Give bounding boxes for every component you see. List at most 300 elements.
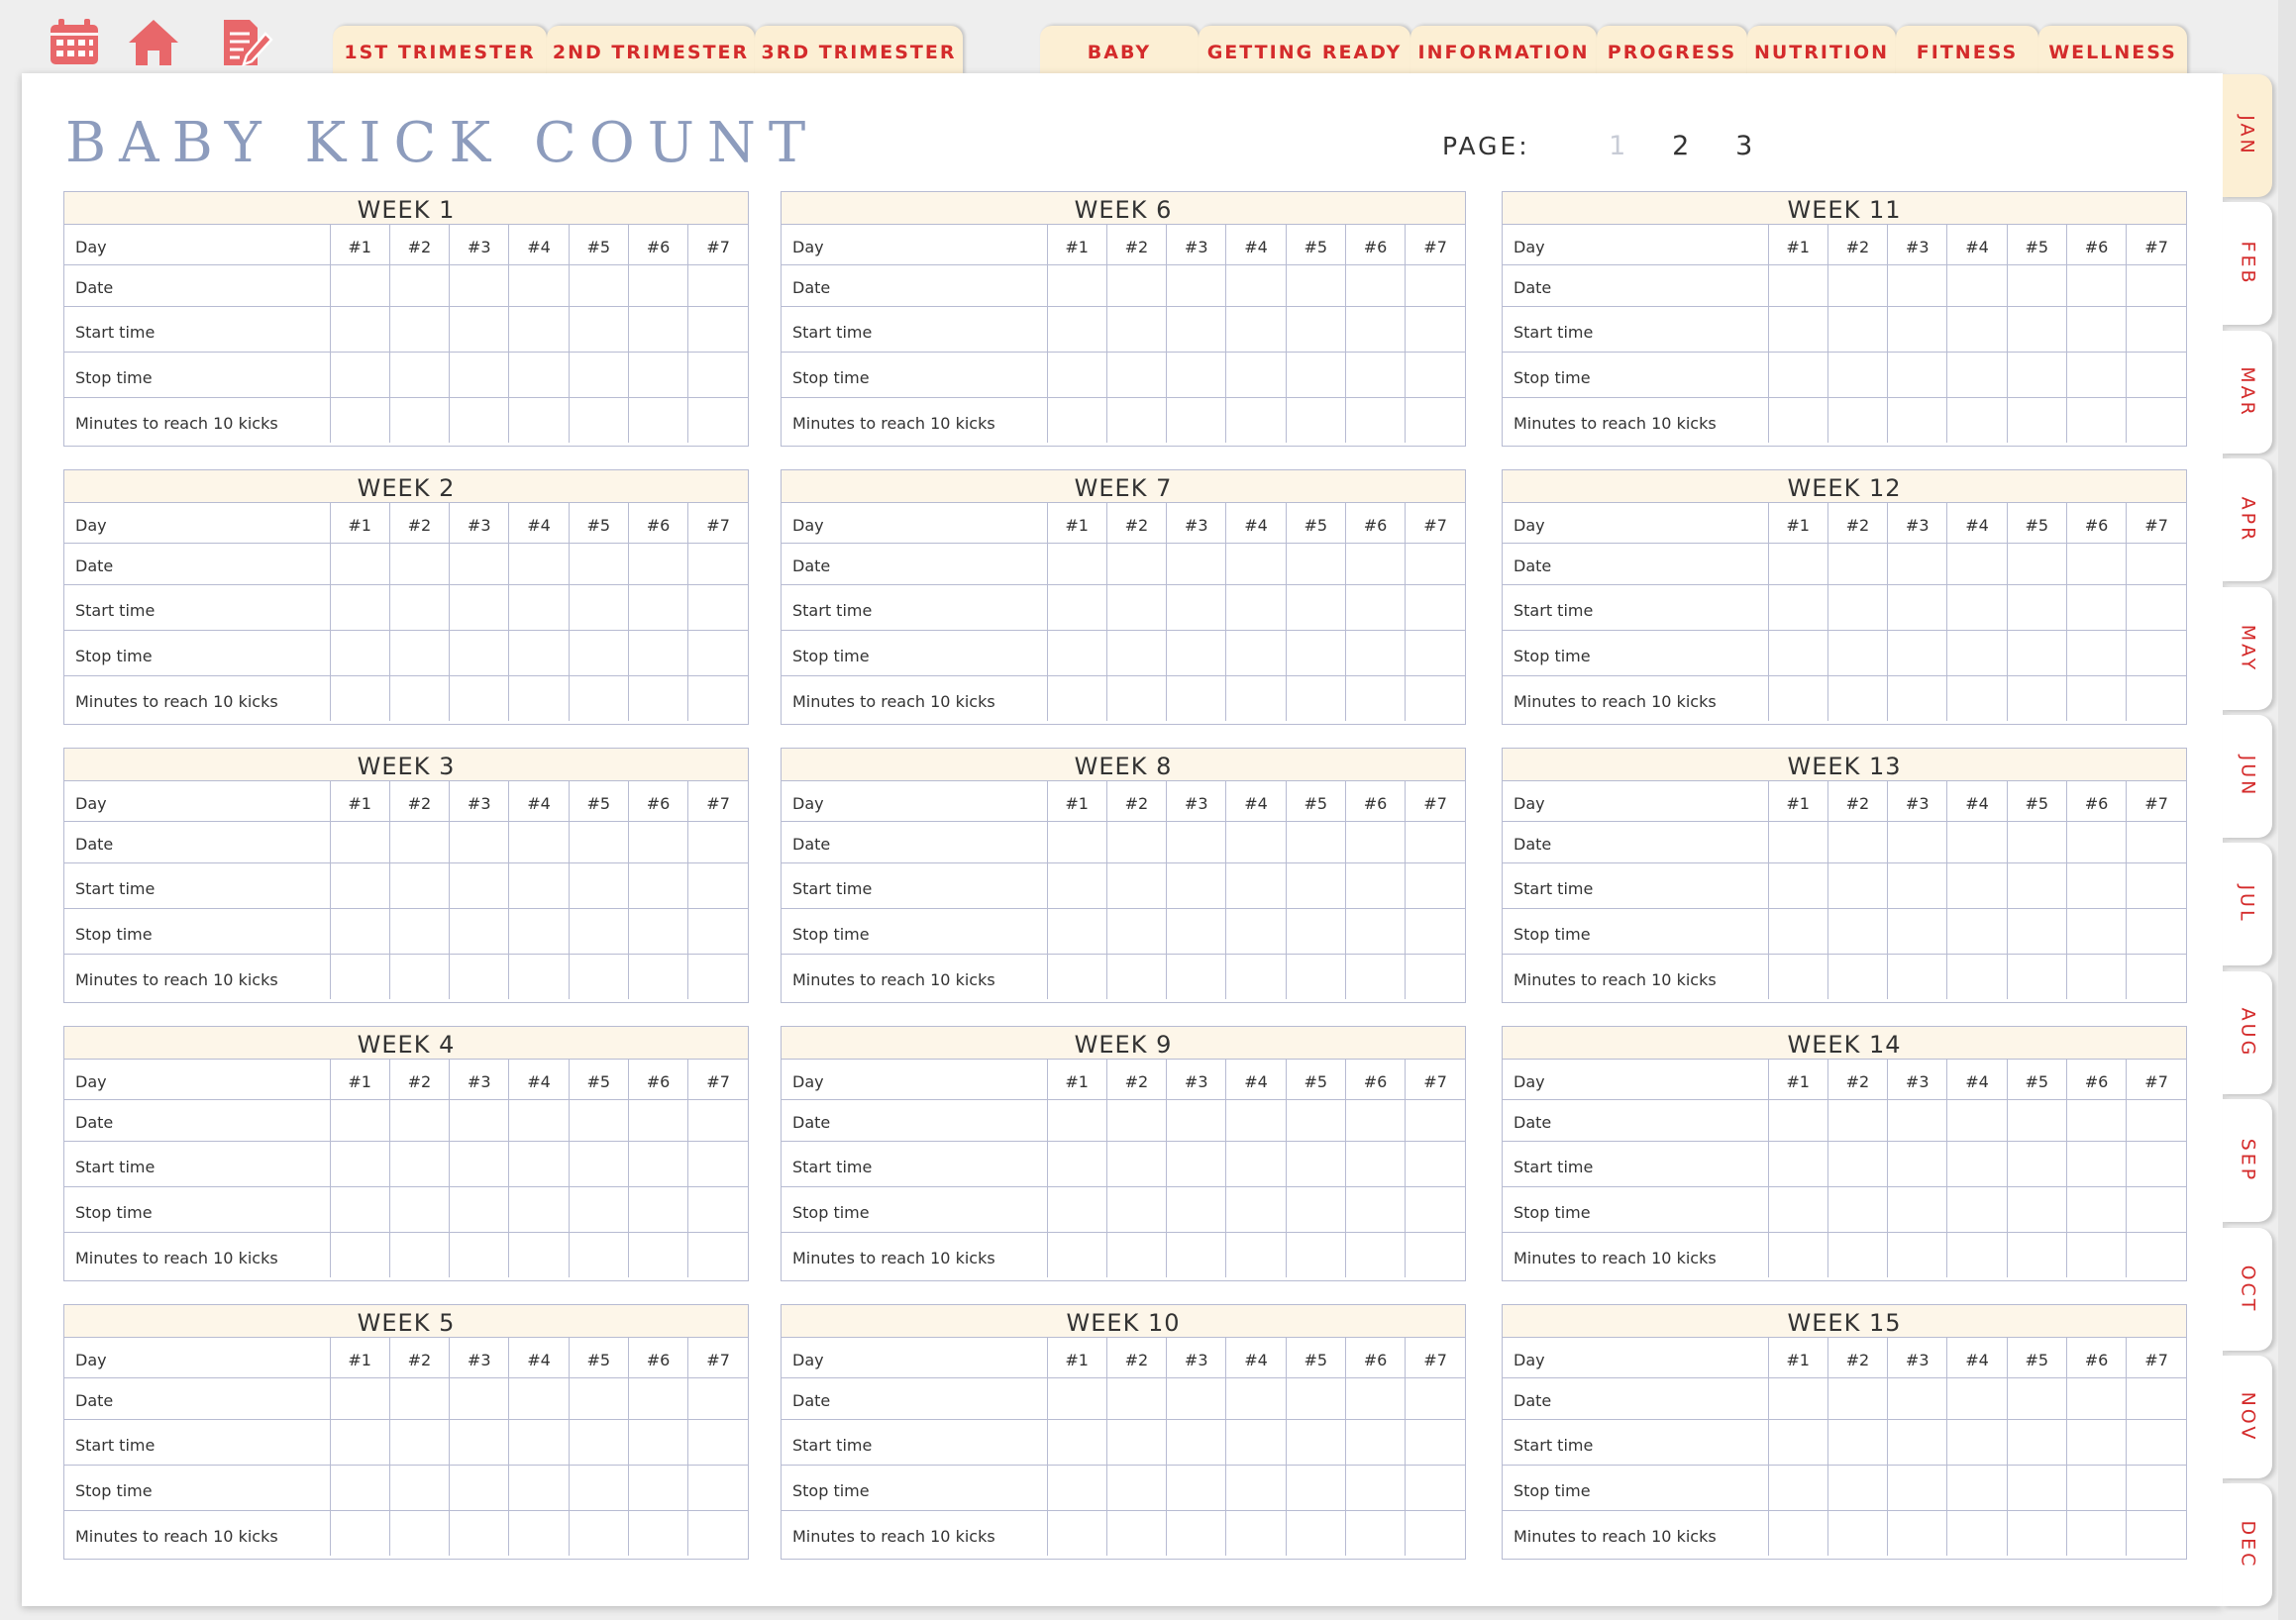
entry-cell[interactable] [569, 954, 628, 999]
entry-cell[interactable] [1768, 1141, 1827, 1186]
entry-cell[interactable] [628, 821, 687, 862]
entry-cell[interactable] [1888, 1465, 1947, 1510]
entry-cell[interactable] [1345, 821, 1405, 862]
entry-cell[interactable] [2066, 397, 2126, 443]
entry-cell[interactable] [509, 1232, 569, 1277]
entry-cell[interactable] [1286, 954, 1345, 999]
entry-cell[interactable] [1345, 1377, 1405, 1419]
entry-cell[interactable] [1226, 1232, 1286, 1277]
entry-cell[interactable] [2007, 1465, 2066, 1510]
entry-cell[interactable] [1827, 862, 1887, 908]
entry-cell[interactable] [509, 264, 569, 306]
entry-cell[interactable] [1286, 1099, 1345, 1141]
entry-cell[interactable] [330, 675, 389, 721]
entry-cell[interactable] [569, 1419, 628, 1465]
entry-cell[interactable] [1827, 1419, 1887, 1465]
entry-cell[interactable] [1406, 1099, 1465, 1141]
entry-cell[interactable] [2007, 306, 2066, 352]
entry-cell[interactable] [688, 1232, 748, 1277]
entry-cell[interactable] [569, 264, 628, 306]
entry-cell[interactable] [1827, 630, 1887, 675]
entry-cell[interactable] [330, 1099, 389, 1141]
entry-cell[interactable] [1768, 1099, 1827, 1141]
entry-cell[interactable] [2066, 1419, 2126, 1465]
entry-cell[interactable] [389, 1419, 449, 1465]
entry-cell[interactable] [450, 954, 509, 999]
entry-cell[interactable] [1106, 584, 1166, 630]
entry-cell[interactable] [330, 1186, 389, 1232]
entry-cell[interactable] [569, 1232, 628, 1277]
entry-cell[interactable] [1106, 543, 1166, 584]
entry-cell[interactable] [1888, 821, 1947, 862]
entry-cell[interactable] [1888, 908, 1947, 954]
entry-cell[interactable] [628, 1419, 687, 1465]
entry-cell[interactable] [569, 821, 628, 862]
entry-cell[interactable] [2066, 1377, 2126, 1419]
entry-cell[interactable] [688, 908, 748, 954]
entry-cell[interactable] [1286, 908, 1345, 954]
entry-cell[interactable] [1226, 352, 1286, 397]
entry-cell[interactable] [1167, 1419, 1226, 1465]
entry-cell[interactable] [1827, 675, 1887, 721]
entry-cell[interactable] [330, 908, 389, 954]
entry-cell[interactable] [2066, 1510, 2126, 1556]
entry-cell[interactable] [1106, 1465, 1166, 1510]
entry-cell[interactable] [1888, 1099, 1947, 1141]
entry-cell[interactable] [1106, 1510, 1166, 1556]
entry-cell[interactable] [2127, 630, 2186, 675]
notes-icon[interactable] [220, 18, 273, 67]
entry-cell[interactable] [2127, 264, 2186, 306]
entry-cell[interactable] [569, 1186, 628, 1232]
entry-cell[interactable] [1106, 862, 1166, 908]
entry-cell[interactable] [688, 630, 748, 675]
entry-cell[interactable] [2007, 1232, 2066, 1277]
entry-cell[interactable] [389, 1377, 449, 1419]
entry-cell[interactable] [1947, 584, 2007, 630]
entry-cell[interactable] [1827, 1099, 1887, 1141]
entry-cell[interactable] [1047, 630, 1106, 675]
entry-cell[interactable] [1947, 908, 2007, 954]
entry-cell[interactable] [1406, 352, 1465, 397]
entry-cell[interactable] [1406, 821, 1465, 862]
entry-cell[interactable] [1888, 1186, 1947, 1232]
entry-cell[interactable] [1406, 862, 1465, 908]
entry-cell[interactable] [2066, 584, 2126, 630]
entry-cell[interactable] [1047, 1510, 1106, 1556]
entry-cell[interactable] [1947, 1141, 2007, 1186]
entry-cell[interactable] [450, 862, 509, 908]
entry-cell[interactable] [688, 397, 748, 443]
entry-cell[interactable] [1226, 584, 1286, 630]
entry-cell[interactable] [1167, 954, 1226, 999]
entry-cell[interactable] [1286, 1510, 1345, 1556]
entry-cell[interactable] [1286, 1141, 1345, 1186]
entry-cell[interactable] [450, 908, 509, 954]
entry-cell[interactable] [1047, 821, 1106, 862]
entry-cell[interactable] [450, 1419, 509, 1465]
entry-cell[interactable] [1286, 1465, 1345, 1510]
entry-cell[interactable] [1106, 306, 1166, 352]
entry-cell[interactable] [1106, 954, 1166, 999]
entry-cell[interactable] [450, 1232, 509, 1277]
entry-cell[interactable] [1947, 1377, 2007, 1419]
entry-cell[interactable] [389, 1465, 449, 1510]
entry-cell[interactable] [628, 1099, 687, 1141]
entry-cell[interactable] [330, 1377, 389, 1419]
entry-cell[interactable] [1226, 1141, 1286, 1186]
entry-cell[interactable] [1406, 1419, 1465, 1465]
entry-cell[interactable] [1768, 821, 1827, 862]
entry-cell[interactable] [628, 264, 687, 306]
entry-cell[interactable] [1406, 1377, 1465, 1419]
entry-cell[interactable] [2127, 954, 2186, 999]
entry-cell[interactable] [1106, 1099, 1166, 1141]
entry-cell[interactable] [1345, 306, 1405, 352]
entry-cell[interactable] [1768, 1419, 1827, 1465]
entry-cell[interactable] [1226, 1377, 1286, 1419]
entry-cell[interactable] [1167, 1510, 1226, 1556]
entry-cell[interactable] [2066, 821, 2126, 862]
entry-cell[interactable] [330, 264, 389, 306]
entry-cell[interactable] [1226, 543, 1286, 584]
entry-cell[interactable] [1047, 584, 1106, 630]
entry-cell[interactable] [688, 862, 748, 908]
entry-cell[interactable] [688, 954, 748, 999]
entry-cell[interactable] [2066, 1465, 2126, 1510]
entry-cell[interactable] [509, 352, 569, 397]
entry-cell[interactable] [628, 1377, 687, 1419]
entry-cell[interactable] [569, 1141, 628, 1186]
entry-cell[interactable] [389, 1186, 449, 1232]
entry-cell[interactable] [1047, 306, 1106, 352]
entry-cell[interactable] [450, 397, 509, 443]
entry-cell[interactable] [1768, 1465, 1827, 1510]
entry-cell[interactable] [628, 1465, 687, 1510]
entry-cell[interactable] [330, 821, 389, 862]
entry-cell[interactable] [1167, 397, 1226, 443]
entry-cell[interactable] [1406, 306, 1465, 352]
entry-cell[interactable] [628, 675, 687, 721]
entry-cell[interactable] [1888, 1419, 1947, 1465]
entry-cell[interactable] [509, 1419, 569, 1465]
entry-cell[interactable] [2127, 1186, 2186, 1232]
entry-cell[interactable] [389, 1141, 449, 1186]
entry-cell[interactable] [1286, 1419, 1345, 1465]
entry-cell[interactable] [1106, 352, 1166, 397]
entry-cell[interactable] [1106, 1141, 1166, 1186]
entry-cell[interactable] [1768, 584, 1827, 630]
entry-cell[interactable] [1345, 862, 1405, 908]
entry-cell[interactable] [1947, 954, 2007, 999]
entry-cell[interactable] [1888, 1141, 1947, 1186]
entry-cell[interactable] [688, 264, 748, 306]
month-tab-oct[interactable] [2223, 1228, 2272, 1351]
entry-cell[interactable] [330, 1465, 389, 1510]
entry-cell[interactable] [1345, 1465, 1405, 1510]
entry-cell[interactable] [569, 1510, 628, 1556]
entry-cell[interactable] [1888, 954, 1947, 999]
entry-cell[interactable] [1286, 630, 1345, 675]
entry-cell[interactable] [330, 306, 389, 352]
tab-fitness[interactable]: FITNESS [1896, 26, 2038, 75]
month-tab-jun[interactable] [2223, 715, 2272, 838]
tab-baby[interactable]: BABY [1040, 26, 1199, 75]
entry-cell[interactable] [1047, 1099, 1106, 1141]
entry-cell[interactable] [389, 306, 449, 352]
entry-cell[interactable] [1345, 1099, 1405, 1141]
entry-cell[interactable] [569, 862, 628, 908]
entry-cell[interactable] [2007, 352, 2066, 397]
entry-cell[interactable] [330, 584, 389, 630]
entry-cell[interactable] [389, 264, 449, 306]
tab-3rd-trimester[interactable]: 3RD TRIMESTER [755, 26, 963, 75]
entry-cell[interactable] [569, 352, 628, 397]
entry-cell[interactable] [1406, 630, 1465, 675]
entry-cell[interactable] [330, 397, 389, 443]
entry-cell[interactable] [1345, 584, 1405, 630]
entry-cell[interactable] [509, 675, 569, 721]
entry-cell[interactable] [509, 821, 569, 862]
entry-cell[interactable] [2007, 397, 2066, 443]
entry-cell[interactable] [1827, 1465, 1887, 1510]
entry-cell[interactable] [1167, 584, 1226, 630]
entry-cell[interactable] [509, 862, 569, 908]
entry-cell[interactable] [450, 675, 509, 721]
entry-cell[interactable] [688, 1186, 748, 1232]
entry-cell[interactable] [1106, 908, 1166, 954]
entry-cell[interactable] [330, 543, 389, 584]
entry-cell[interactable] [2007, 264, 2066, 306]
entry-cell[interactable] [1406, 1510, 1465, 1556]
entry-cell[interactable] [389, 954, 449, 999]
entry-cell[interactable] [330, 630, 389, 675]
entry-cell[interactable] [509, 1510, 569, 1556]
entry-cell[interactable] [1947, 264, 2007, 306]
month-tab-jan[interactable] [2223, 74, 2272, 197]
entry-cell[interactable] [1768, 1510, 1827, 1556]
entry-cell[interactable] [1226, 264, 1286, 306]
entry-cell[interactable] [1167, 821, 1226, 862]
entry-cell[interactable] [2066, 1099, 2126, 1141]
entry-cell[interactable] [450, 1510, 509, 1556]
entry-cell[interactable] [688, 1465, 748, 1510]
entry-cell[interactable] [1406, 1141, 1465, 1186]
entry-cell[interactable] [509, 1141, 569, 1186]
entry-cell[interactable] [1947, 397, 2007, 443]
entry-cell[interactable] [1345, 397, 1405, 443]
entry-cell[interactable] [509, 543, 569, 584]
entry-cell[interactable] [569, 543, 628, 584]
tab-progress[interactable]: PROGRESS [1597, 26, 1747, 75]
tab-nutrition[interactable]: NUTRITION [1747, 26, 1896, 75]
entry-cell[interactable] [2127, 306, 2186, 352]
month-tab-dec[interactable] [2223, 1483, 2272, 1606]
entry-cell[interactable] [1827, 352, 1887, 397]
entry-cell[interactable] [1047, 1186, 1106, 1232]
entry-cell[interactable] [330, 862, 389, 908]
entry-cell[interactable] [688, 1141, 748, 1186]
entry-cell[interactable] [1827, 397, 1887, 443]
entry-cell[interactable] [2127, 543, 2186, 584]
entry-cell[interactable] [1947, 1510, 2007, 1556]
entry-cell[interactable] [1827, 306, 1887, 352]
entry-cell[interactable] [1286, 821, 1345, 862]
entry-cell[interactable] [1047, 352, 1106, 397]
entry-cell[interactable] [1167, 1186, 1226, 1232]
entry-cell[interactable] [2007, 1510, 2066, 1556]
entry-cell[interactable] [1167, 630, 1226, 675]
entry-cell[interactable] [1888, 352, 1947, 397]
entry-cell[interactable] [1406, 1186, 1465, 1232]
entry-cell[interactable] [389, 352, 449, 397]
entry-cell[interactable] [1047, 1141, 1106, 1186]
entry-cell[interactable] [1345, 1186, 1405, 1232]
entry-cell[interactable] [330, 954, 389, 999]
entry-cell[interactable] [2007, 1419, 2066, 1465]
entry-cell[interactable] [2127, 1419, 2186, 1465]
entry-cell[interactable] [628, 862, 687, 908]
entry-cell[interactable] [2066, 352, 2126, 397]
entry-cell[interactable] [1106, 1232, 1166, 1277]
entry-cell[interactable] [2127, 584, 2186, 630]
month-tab-jul[interactable] [2223, 843, 2272, 965]
entry-cell[interactable] [1947, 1186, 2007, 1232]
entry-cell[interactable] [1888, 543, 1947, 584]
entry-cell[interactable] [1947, 821, 2007, 862]
entry-cell[interactable] [1106, 630, 1166, 675]
entry-cell[interactable] [1768, 397, 1827, 443]
entry-cell[interactable] [1888, 630, 1947, 675]
entry-cell[interactable] [2007, 1377, 2066, 1419]
entry-cell[interactable] [1047, 1377, 1106, 1419]
page-2-link[interactable]: 2 [1672, 131, 1690, 161]
entry-cell[interactable] [688, 675, 748, 721]
entry-cell[interactable] [1226, 630, 1286, 675]
entry-cell[interactable] [2127, 1377, 2186, 1419]
entry-cell[interactable] [2127, 1465, 2186, 1510]
entry-cell[interactable] [1827, 954, 1887, 999]
entry-cell[interactable] [1047, 1419, 1106, 1465]
entry-cell[interactable] [389, 675, 449, 721]
tab-2nd-trimester[interactable]: 2ND TRIMESTER [547, 26, 755, 75]
entry-cell[interactable] [1106, 821, 1166, 862]
entry-cell[interactable] [1345, 954, 1405, 999]
entry-cell[interactable] [330, 1141, 389, 1186]
entry-cell[interactable] [450, 584, 509, 630]
entry-cell[interactable] [1827, 1510, 1887, 1556]
entry-cell[interactable] [628, 397, 687, 443]
entry-cell[interactable] [1768, 1377, 1827, 1419]
entry-cell[interactable] [1888, 397, 1947, 443]
entry-cell[interactable] [1827, 1377, 1887, 1419]
entry-cell[interactable] [628, 352, 687, 397]
entry-cell[interactable] [1106, 1377, 1166, 1419]
tab-wellness[interactable]: WELLNESS [2038, 26, 2187, 75]
entry-cell[interactable] [1827, 908, 1887, 954]
entry-cell[interactable] [1947, 306, 2007, 352]
entry-cell[interactable] [450, 1377, 509, 1419]
entry-cell[interactable] [569, 1377, 628, 1419]
entry-cell[interactable] [1167, 1377, 1226, 1419]
entry-cell[interactable] [1888, 264, 1947, 306]
tab-1st-trimester[interactable]: 1ST TRIMESTER [333, 26, 547, 75]
entry-cell[interactable] [2066, 1186, 2126, 1232]
entry-cell[interactable] [1167, 306, 1226, 352]
entry-cell[interactable] [2007, 630, 2066, 675]
entry-cell[interactable] [1406, 264, 1465, 306]
entry-cell[interactable] [628, 584, 687, 630]
entry-cell[interactable] [1827, 1186, 1887, 1232]
entry-cell[interactable] [1167, 543, 1226, 584]
entry-cell[interactable] [450, 1099, 509, 1141]
entry-cell[interactable] [1345, 1141, 1405, 1186]
entry-cell[interactable] [2066, 543, 2126, 584]
entry-cell[interactable] [450, 630, 509, 675]
entry-cell[interactable] [1167, 1465, 1226, 1510]
entry-cell[interactable] [628, 1510, 687, 1556]
entry-cell[interactable] [1768, 352, 1827, 397]
entry-cell[interactable] [1768, 675, 1827, 721]
entry-cell[interactable] [1406, 543, 1465, 584]
entry-cell[interactable] [1167, 862, 1226, 908]
entry-cell[interactable] [688, 352, 748, 397]
entry-cell[interactable] [389, 1510, 449, 1556]
tab-getting-ready[interactable]: GETTING READY [1199, 26, 1410, 75]
entry-cell[interactable] [1888, 306, 1947, 352]
entry-cell[interactable] [1888, 1232, 1947, 1277]
entry-cell[interactable] [1106, 1419, 1166, 1465]
entry-cell[interactable] [1768, 908, 1827, 954]
entry-cell[interactable] [509, 397, 569, 443]
entry-cell[interactable] [1827, 1232, 1887, 1277]
entry-cell[interactable] [1047, 1465, 1106, 1510]
entry-cell[interactable] [1827, 543, 1887, 584]
entry-cell[interactable] [1888, 584, 1947, 630]
entry-cell[interactable] [1345, 1419, 1405, 1465]
entry-cell[interactable] [569, 1099, 628, 1141]
month-tab-sep[interactable] [2223, 1099, 2272, 1222]
entry-cell[interactable] [1827, 821, 1887, 862]
entry-cell[interactable] [1106, 1186, 1166, 1232]
page-1-link[interactable]: 1 [1609, 131, 1626, 161]
entry-cell[interactable] [1167, 264, 1226, 306]
entry-cell[interactable] [1406, 1465, 1465, 1510]
entry-cell[interactable] [1286, 584, 1345, 630]
entry-cell[interactable] [450, 1141, 509, 1186]
entry-cell[interactable] [1226, 306, 1286, 352]
entry-cell[interactable] [2066, 1232, 2126, 1277]
entry-cell[interactable] [688, 821, 748, 862]
entry-cell[interactable] [2066, 908, 2126, 954]
entry-cell[interactable] [2007, 1141, 2066, 1186]
entry-cell[interactable] [1768, 954, 1827, 999]
entry-cell[interactable] [688, 543, 748, 584]
entry-cell[interactable] [1888, 862, 1947, 908]
entry-cell[interactable] [1047, 675, 1106, 721]
entry-cell[interactable] [509, 630, 569, 675]
entry-cell[interactable] [1167, 1141, 1226, 1186]
entry-cell[interactable] [1286, 1186, 1345, 1232]
entry-cell[interactable] [1047, 954, 1106, 999]
entry-cell[interactable] [450, 821, 509, 862]
entry-cell[interactable] [389, 1232, 449, 1277]
entry-cell[interactable] [509, 908, 569, 954]
entry-cell[interactable] [2127, 675, 2186, 721]
home-icon[interactable] [127, 18, 180, 67]
entry-cell[interactable] [2007, 1099, 2066, 1141]
entry-cell[interactable] [688, 1510, 748, 1556]
